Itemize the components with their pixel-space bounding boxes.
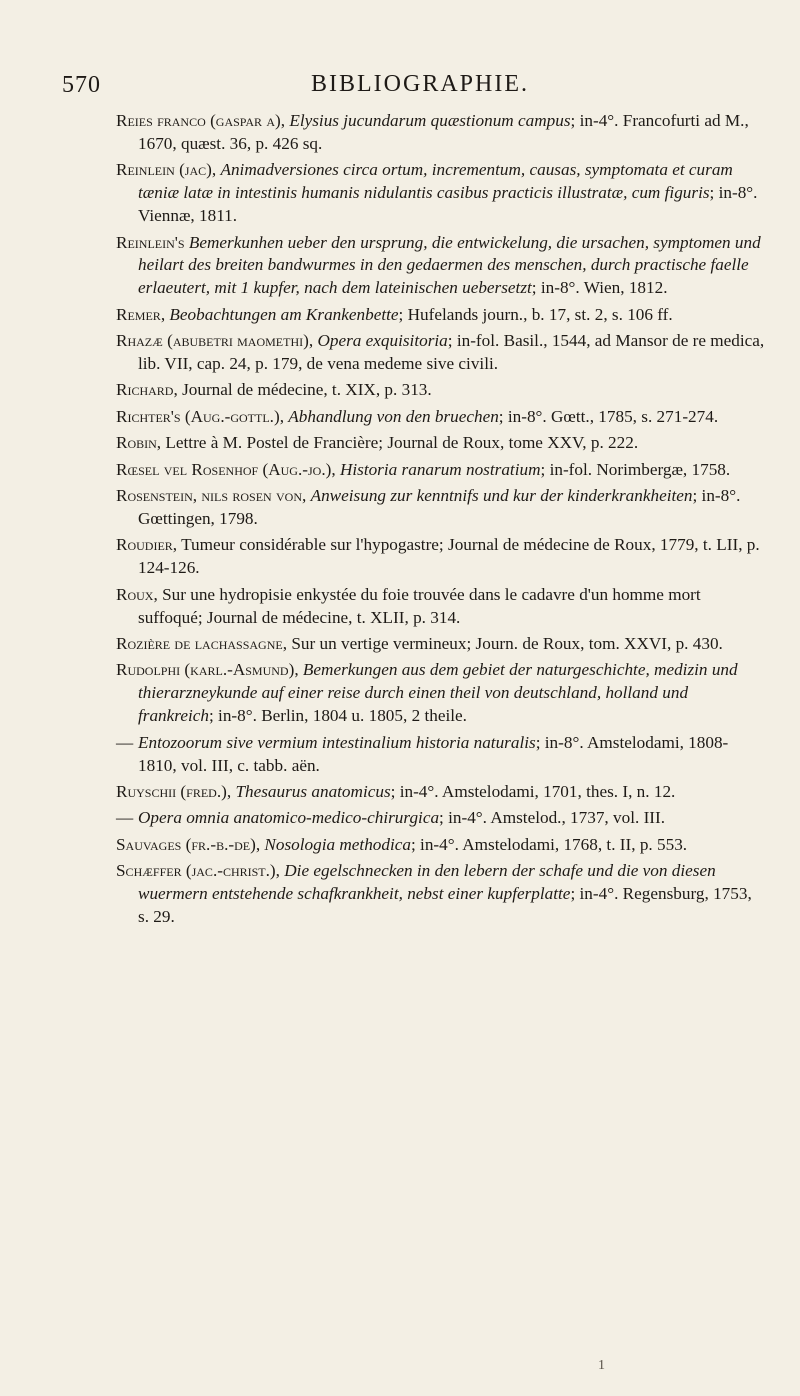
entry-author: Remer	[116, 304, 161, 324]
bibliography-entry	[116, 834, 766, 857]
entry-author: Richter's (Aug.-gottl.)	[116, 406, 280, 426]
entry-title: Abhandlung von den bruechen	[288, 406, 499, 426]
entry-author: Reinlein's	[116, 232, 185, 252]
entry-separator: ,	[280, 111, 290, 130]
entry-title: Entozoorum sive vermium intestinalium historia naturalis	[138, 732, 536, 752]
entry-separator: ,	[226, 781, 236, 801]
entry-author: Schæffer (jac.-christ.)	[116, 861, 276, 881]
entry-separator: ,	[279, 406, 289, 426]
entry-details: ; in-8°. Berlin, 1804 u. 1805, 2 theile.	[208, 706, 467, 726]
bibliography-entry	[116, 807, 766, 830]
entry-author: Rœsel vel Rosenhof (Aug.-jo.)	[116, 459, 332, 479]
entry-details: ; in-fol. Norimbergæ, 1758.	[540, 459, 731, 479]
bibliography-entry	[116, 459, 766, 482]
entry-details: ; in-4°. Amstelod., 1737, vol. III.	[439, 808, 666, 828]
bibliography-entry	[116, 633, 766, 656]
entry-separator: ,	[156, 433, 166, 453]
entry-details: ; in-4°. Regensburg, 1753, s. 29.	[138, 884, 752, 926]
entry-separator: ,	[294, 660, 303, 680]
entry-title: Anweisung zur kenntnifs und kur der kinderkrankheiten	[310, 486, 693, 506]
bibliography-entry	[116, 732, 766, 778]
bibliography-entry	[116, 659, 766, 728]
entry-author: Rosenstein, nils rosen von	[116, 486, 302, 506]
entry-separator: ,	[211, 160, 221, 180]
entry-details: Sur un vertige vermineux; Journ. de Roux, tom. XXVI, p. 430.	[291, 634, 723, 654]
bibliography-entry	[116, 406, 766, 429]
bibliography-entry	[116, 584, 766, 630]
entry-details: ; in-8°. Gœtt., 1785, s. 271-274.	[498, 406, 719, 426]
entry-author: Reies franco (gaspar a)	[116, 111, 281, 130]
page-number: 570	[62, 72, 101, 98]
entry-author: Rhazæ (abubetri maomethi)	[116, 331, 309, 351]
bibliography-entry	[116, 232, 766, 301]
entry-details: ; in-fol. Basil., 1544, ad Mansor de re medica, lib. VII, cap. 24, p. 179, de vena medeme sive civili.	[138, 331, 765, 374]
page-mark: 1	[598, 1358, 605, 1373]
ditto-dash: —	[116, 808, 134, 828]
entry-details: Lettre à M. Postel de Francière; Journal de Roux, tome XXV, p. 222.	[165, 433, 639, 453]
entry-title: Nosologia methodica	[264, 834, 411, 854]
entry-details: Tumeur considérable sur l'hypogastre; Journal de médecine de Roux, 1779, t. LII, p. 124-126.	[138, 535, 760, 578]
entry-title: Thesaurus anatomicus	[235, 781, 391, 801]
entry-author: Reinlein (jac)	[116, 160, 212, 180]
entry-author: Rozière de lachassagne	[116, 634, 283, 654]
entry-separator: ,	[172, 535, 182, 555]
bibliography-entries	[116, 110, 766, 932]
entry-details: ; Hufelands journ., b. 17, st. 2, s. 106 ff.	[398, 304, 673, 324]
entry-details: ; in-4°. Amstelodami, 1768, t. II, p. 553.	[410, 834, 688, 854]
entry-separator: ,	[302, 486, 311, 506]
entry-separator: ,	[282, 634, 292, 654]
entry-title: Opera exquisitoria	[317, 331, 448, 351]
entry-author: Roudier	[116, 535, 173, 555]
bibliography-entry	[116, 304, 766, 327]
entry-author: Robin	[116, 433, 157, 453]
entry-details: ; in-8°. Gœttingen, 1798.	[138, 486, 741, 528]
entry-title: Beobachtungen am Krankenbette	[169, 304, 399, 324]
entry-title: Opera omnia anatomico-medico-chirurgica	[138, 808, 440, 828]
entry-separator: ,	[173, 380, 183, 400]
bibliography-entry	[116, 781, 766, 804]
bibliography-entry	[116, 432, 766, 455]
entry-separator: ,	[331, 459, 340, 479]
entry-separator: ,	[308, 331, 318, 351]
entry-details: ; in-8°. Viennæ, 1811.	[138, 183, 758, 226]
bibliography-entry	[116, 159, 766, 228]
entry-details: ; in-8°. Wien, 1812.	[531, 278, 668, 298]
ditto-dash: —	[116, 732, 134, 752]
entry-title: Historia ranarum nostratium	[339, 459, 541, 479]
bibliography-entry	[116, 330, 766, 376]
bibliography-entry	[116, 534, 766, 580]
entry-author: Rudolphi (karl.-Asmund)	[116, 660, 295, 680]
entry-author: Ruyschii (fred.)	[116, 781, 227, 801]
entry-details: Sur une hydropisie enkystée du foie trouvée dans le cadavre d'un homme mort suffoqué; Journal de médecine, t. XLII, p. 314.	[138, 584, 701, 627]
entry-author: Roux	[116, 584, 154, 604]
bibliography-entry	[116, 485, 766, 531]
running-title: BIBLIOGRAPHIE.	[311, 71, 529, 97]
entry-title: Bemerkungen aus dem gebiet der naturgeschichte, medizin und thierarzneykunde auf einer reise durch einen theil von deutschland, holland und frankreich	[138, 660, 738, 726]
entry-title: Die egelschnecken in den lebern der schafe und die von diesen wuermern entstehende schafkrankheit, nebst einer kupferplatte	[138, 861, 716, 904]
entry-separator: ,	[153, 584, 163, 604]
entry-details: ; in-8°. Amstelodami, 1808-1810, vol. III, c. tabb. aën.	[138, 732, 729, 775]
entry-author: Sauvages (fr.-b.-de)	[116, 834, 256, 854]
entry-details: ; in-4°. Francofurti ad M., 1670, quæst. 36, p. 426 sq.	[138, 111, 749, 153]
entry-title: Animadversiones circa ortum, incrementum, causas, symptomata et curam tæniæ latæ in intestinis humanis nidulantis casibus practicis illustratæ, cum figuris	[138, 160, 733, 203]
entry-title: Bemerkunhen ueber den ursprung, die entwickelung, die ursachen, symptomen und heilart des breiten bandwurmes in den gedaermen des menschen, durch practische faelle erlaeutert, mit 1 kupfer, nach dem lateinischen uebersetzt	[138, 232, 761, 298]
bibliography-entry	[116, 379, 766, 402]
entry-separator: ,	[160, 304, 170, 324]
entry-separator: ,	[255, 834, 265, 854]
entry-details: Journal de médecine, t. XIX, p. 313.	[182, 380, 432, 400]
entry-author: Richard	[116, 380, 174, 400]
entry-details: ; in-4°. Amstelodami, 1701, thes. I, n. 12.	[390, 781, 676, 801]
entry-separator: ,	[275, 861, 285, 881]
entry-title: Elysius jucundarum quæstionum campus	[289, 111, 571, 130]
bibliography-entry	[116, 110, 766, 156]
bibliography-entry	[116, 860, 766, 929]
